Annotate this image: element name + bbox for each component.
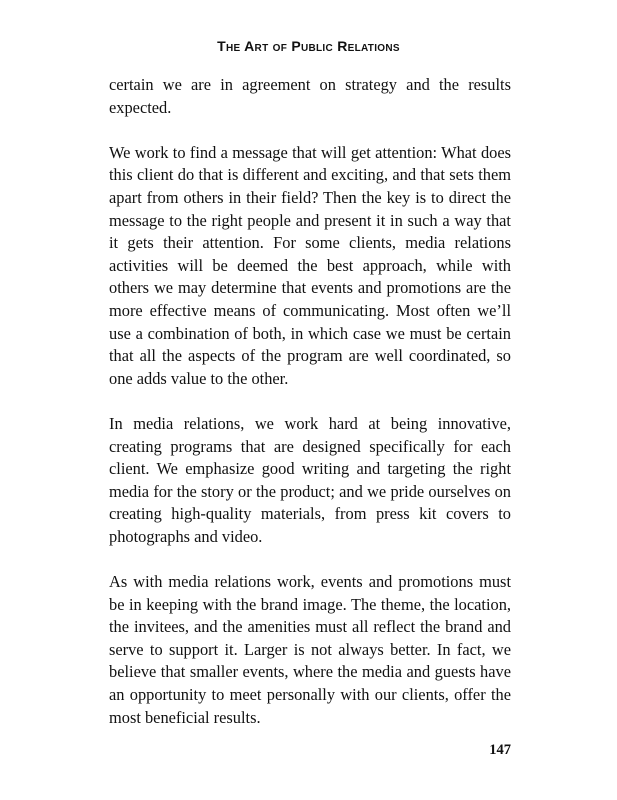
paragraph-3: In media relations, we work hard at being innovative, creating programs that are designed specifically for each client. We emphasize good writing and targeting the right media for the story or the product; and we pride ourselves on creating high-quality materials, from press kit covers to photographs and video.	[109, 413, 511, 546]
page-number: 147	[489, 742, 511, 758]
body-text	[109, 74, 511, 729]
running-head-title: The Art of Public Relations	[217, 38, 400, 54]
paragraph-1: certain we are in agreement on strategy and the results expected.	[109, 75, 511, 117]
paragraph-2: We work to find a message that will get attention: What does this client do that is different and exciting, and that sets them apart from others in their field? Then the key is to direct the message to the right people and present it in such a way that it gets their attention. For some clients, media relations activities will be deemed the best approach, while with others we may determine that events and promotions are the more effective means of communicating. Most often we’ll use a combination of both, in which case we must be certain that all the aspects of the program are well coordinated, so one adds value to the other.	[109, 142, 511, 388]
paragraph-4: As with media relations work, events and promotions must be in keeping with the brand image. The theme, the location, the invitees, and the amenities must all reflect the brand and serve to support it. Larger is not always better. In fact, we believe that smaller events, where the media and guests have an opportunity to meet personally with our clients, offer the most beneficial results.	[109, 572, 511, 727]
